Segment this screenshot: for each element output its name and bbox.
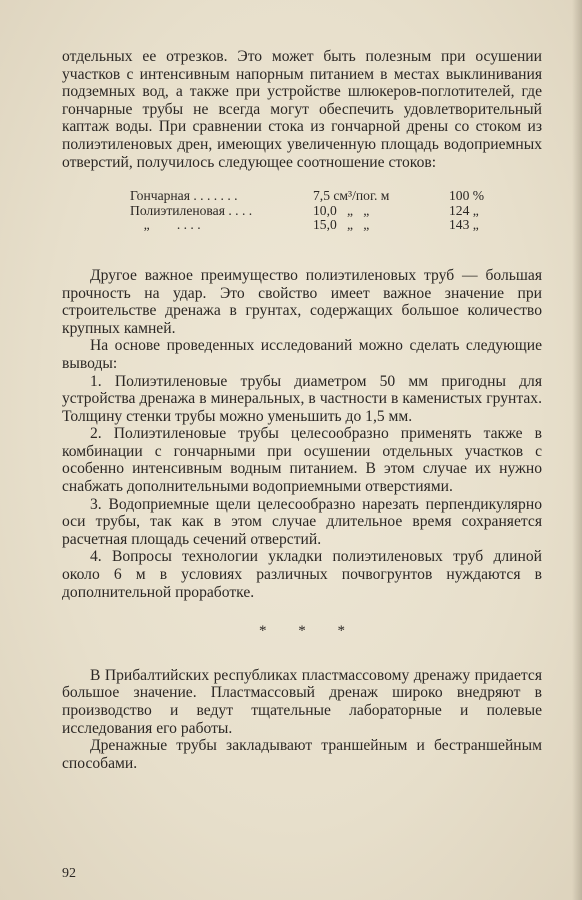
drain-type: Гончарная . . . . . . . (130, 188, 238, 204)
runoff-percent: 100 % (449, 188, 485, 204)
conclusion-item: 1. Полиэтиленовые трубы диаметром 50 мм пригодны для устройства дренажа в минеральных, в частности в каменистых грунтах. Толщину стенки трубы можно уменьшить до 1,5 мм. (62, 372, 542, 425)
runoff-percent: 143 „ (449, 217, 479, 233)
runoff-table (130, 189, 542, 233)
table-row (130, 189, 542, 204)
conclusion-item: 3. Водоприемные щели целесообразно нарезать перпендикулярно оси трубы, так как в этом случае длительное время сохраняется расчетная площадь сечений отверстий. (62, 495, 542, 548)
drain-type: „ . . . . (130, 217, 201, 233)
paragraph: На основе проведенных исследований можно сделать следующие выводы: (62, 337, 542, 372)
runoff-value: 7,5 см³/пог. м (313, 188, 390, 204)
runoff-value: 10,0 „ „ (313, 202, 370, 218)
paragraph: отдельных ее отрезков. Это может быть полезным при осушении участков с интенсивным напорным питанием в местах выклинивания подземных вод, а также при устройстве шлюкеров-поглотителей, где гончарные трубы не всегда могут обеспечить удовлетворительный каптаж воды. При сравнении стока из гончарной дрены со стоком из полиэтиленовых дрен, имеющих увеличенную площадь водоприемных отверстий, получилось следующее соотношение стоков: (62, 48, 542, 171)
runoff-value: 15,0 „ „ (313, 217, 370, 233)
paragraph: В Прибалтийских республиках пластмассовому дренажу придается большое значение. Пластмассовый дренаж широко внедряют в производство и ведут тщательные лабораторные и полевые исследования его работы. (62, 666, 542, 737)
section-separator: * * * (259, 623, 359, 640)
runoff-percent: 124 „ (449, 202, 479, 218)
table-row (130, 218, 542, 233)
conclusion-item: 4. Вопросы технологии укладки полиэтиленовых труб длиной около 6 м в условиях различных почвогрунтов нуждаются в дополнительной проработке. (62, 548, 542, 601)
drain-type: Полиэтиленовая . . . . (130, 202, 253, 218)
paragraph: Другое важное преимущество полиэтиленовых труб — большая прочность на удар. Это свойство имеет важное значение при строительстве дренажа в грунтах, содержащих большое количество крупных камней. (62, 266, 542, 337)
table-row (130, 204, 542, 219)
conclusion-item: 2. Полиэтиленовые трубы целесообразно применять также в комбинации с гончарными при осушении отдельных участков с особенно интенсивным водным питанием. В этом случае их нужно снабжать дополнительными водоприемными отверстиями. (62, 425, 542, 496)
page-number: 92 (62, 866, 76, 881)
paragraph: Дренажные трубы закладывают траншейным и бестраншейным способами. (62, 737, 542, 772)
page-body (62, 48, 542, 772)
